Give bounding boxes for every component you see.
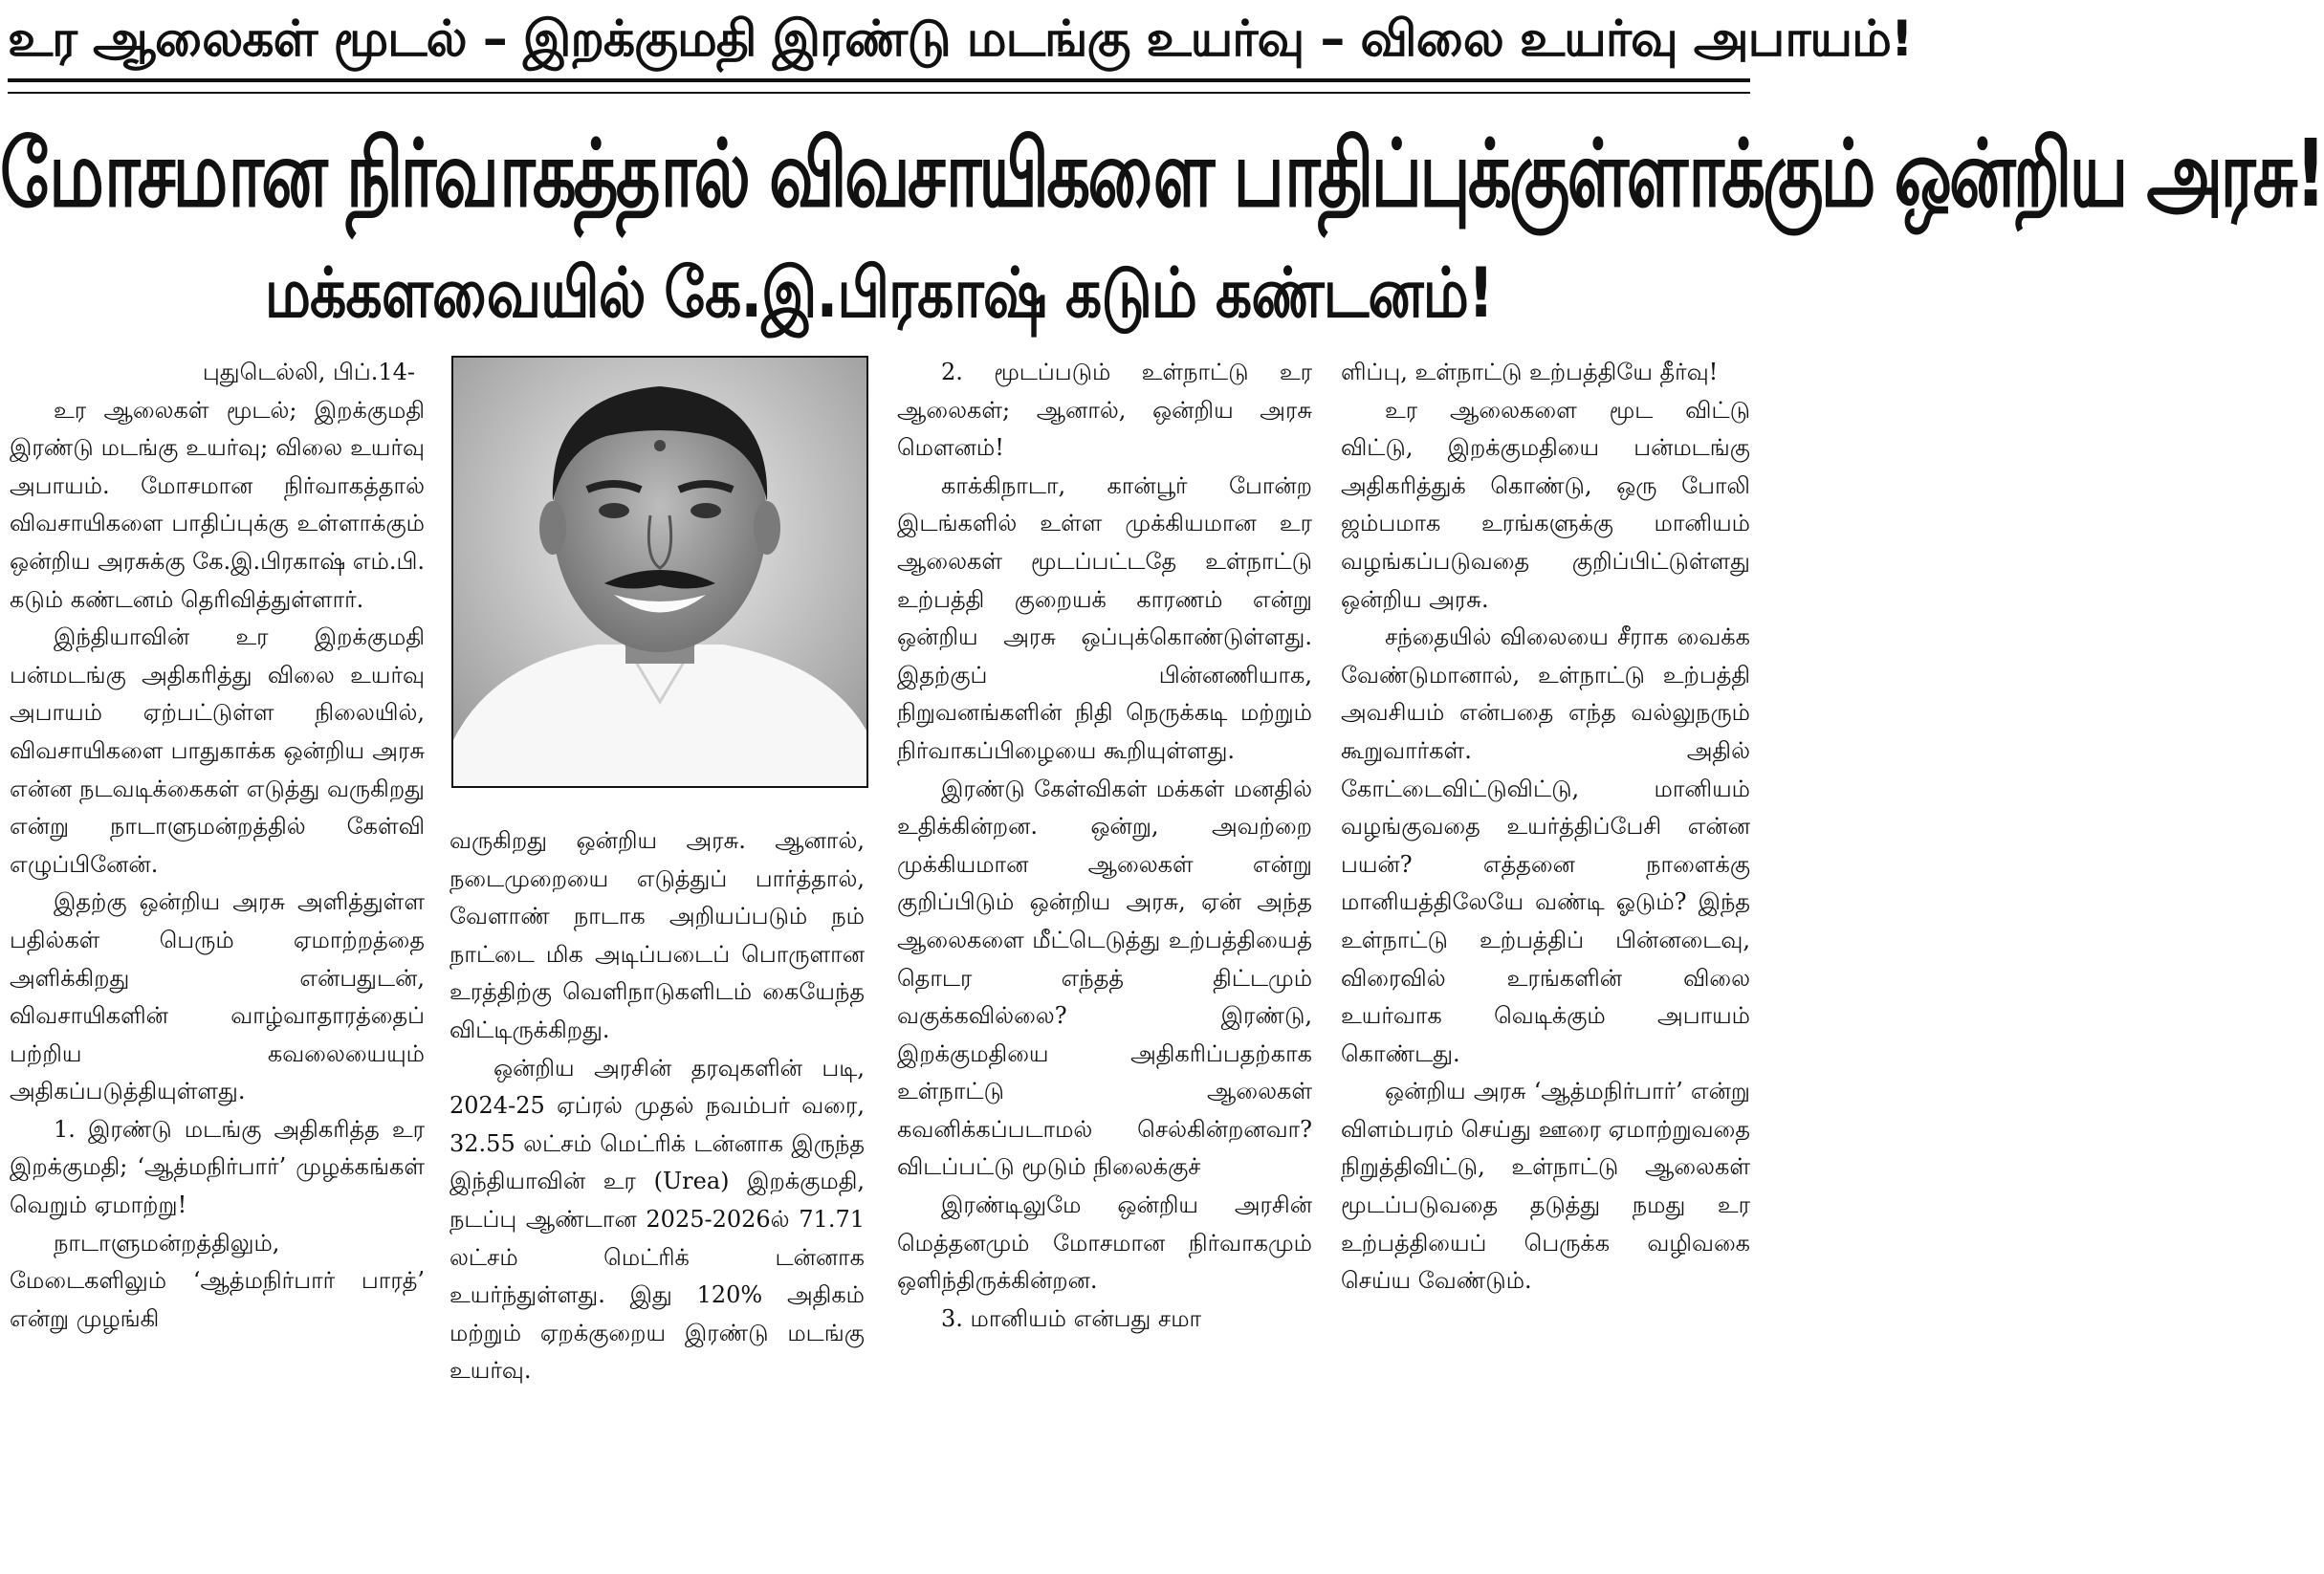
paragraph: வருகிறது ஒன்றிய அரசு. ஆனால், நடைமுறையை எடுத்துப் பார்த்தால், வேளாண் நாடாக அறியப்படும் நம் நாட்டை மிக அடிப்படைப் பொருளான உரத்திற்கு வெளிநாடுகளிடம் கையேந்த விட்டிருக்கிறது.: [449, 827, 865, 1043]
paragraph: இந்தியாவின் உர இறக்குமதி பன்மடங்கு அதிகரித்து விலை உயர்வு அபாயம் ஏற்பட்டுள்ள நிலையில், விவசாயிகளை பாதுகாக்க ஒன்றிய அரசு என்ன நடவடிக்கைகள் எடுத்து வருகிறது என்று நாடாளுமன்றத்தில் கேள்வி எழுப்பினேன்.: [10, 623, 425, 878]
paragraph: சந்தையில் விலையை சீராக வைக்க வேண்டுமானால், உள்நாட்டு உற்பத்தி அவசியம் என்பதை எந்த வல்லுநரும் கூறுவார்கள். அதில் கோட்டைவிட்டுவிட்டு, மானியம் வழங்குவதை உயர்த்திப்பேசி என்ன பயன்? எத்தனை நாளைக்கு மானியத்திலேயே வண்டி ஓடும்? இந்த உள்நாட்டு உற்பத்திப் பின்னடைவு, விரைவில் உரங்களின் விலை உயர்வாக வெடிக்கும் அபாயம் கொண்டது.: [1341, 623, 1750, 1067]
paragraph: 3. மானியம் என்பது சமா: [941, 1304, 1202, 1332]
paragraph: இதற்கு ஒன்றிய அரசு அளித்துள்ள பதில்கள் பெரும் ஏமாற்றத்தை அளிக்கிறது என்பதுடன், விவசாயிகளின் வாழ்வாதாரத்தைப் பற்றிய கவலையையும் அதிகப்படுத்தியுள்ளது.: [10, 888, 425, 1105]
paragraph: ளிப்பு, உள்நாட்டு உற்பத்தியே தீர்வு!: [1341, 359, 1719, 385]
kicker-headline: உர ஆலைகள் மூடல் – இறக்குமதி இரண்டு மடங்கு உயர்வு – விலை உயர்வு அபாயம்!: [8, 11, 1913, 68]
article-column-1: [10, 354, 425, 1568]
article-column-3: [897, 354, 1312, 1568]
paragraph: உர ஆலைகளை மூட விட்டு விட்டு, இறக்குமதியை பன்மடங்கு அதிகரித்துக் கொண்டு, ஒரு போலி ஜம்பமாக உரங்களுக்கு மானியம் வழங்கப்படுவதை குறிப்பிட்டுள்ளது ஒன்றிய அரசு.: [1341, 396, 1750, 613]
article-column-2: [449, 822, 865, 1568]
paragraph: இரண்டு கேள்விகள் மக்கள் மனதில் உதிக்கின்றன. ஒன்று, அவற்றை முக்கியமான ஆலைகள் என்று குறிப்பிடும் ஒன்றிய அரசு, ஏன் அந்த ஆலைகளை மீட்டெடுத்து உற்பத்தியைத் தொடர எந்தத் திட்டமும் வகுக்கவில்லை? இரண்டு, இறக்குமதியை அதிகரிப்பதற்காக உள்நாட்டு ஆலைகள் கவனிக்கப்படாமல் செல்கின்றனவா? விடப்பட்டு மூடும் நிலைக்குச்: [897, 775, 1312, 1181]
sub-headline: மக்களவையில் கே.இ.பிரகாஷ் கடும் கண்டனம்!: [264, 253, 1494, 334]
paragraph: ஒன்றிய அரசின் தரவுகளின் படி, 2024-25 ஏப்ரல் முதல் நவம்பர் வரை, 32.55 லட்சம் மெட்ரிக் டன்னாக இருந்த இந்தியாவின் உர (Urea) இறக்குமதி, நடப்பு ஆண்டான 2025-2026ல் 71.71 லட்சம் மெட்ரிக் டன்னாக உயர்ந்துள்ளது. இது 120% அதிகம் மற்றும் ஏறக்குறைய இரண்டு மடங்கு உயர்வு.: [449, 1054, 865, 1385]
main-headline: மோசமான நிர்வாகத்தால் விவசாயிகளை பாதிப்புக்குள்ளாக்கும் ஒன்றிய அரசு!: [0, 119, 2324, 228]
portrait-photo: [451, 356, 868, 788]
paragraph: இரண்டிலுமே ஒன்றிய அரசின் மெத்தனமும் மோசமான நிர்வாகமும் ஒளிந்திருக்கின்றன.: [897, 1191, 1312, 1295]
dateline: புதுடெல்லி, பிப்.14-: [202, 359, 415, 385]
article-column-4: [1341, 354, 1750, 1568]
paragraph: நாடாளுமன்றத்திலும், மேடைகளிலும் ‘ஆத்மநிர்பார் பாரத்’ என்று முழங்கி: [10, 1229, 425, 1332]
paragraph: ஒன்றிய அரசு ‘ஆத்மநிர்பார்’ என்று விளம்பரம் செய்து ஊரை ஏமாற்றுவதை நிறுத்திவிட்டு, உள்நாட்டு ஆலைகள் மூடப்படுவதை தடுத்து நமது உர உற்பத்தியைப் பெருக்க வழிவகை செய்ய வேண்டும்.: [1341, 1078, 1750, 1295]
paragraph: காக்கிநாடா, கான்பூர் போன்ற இடங்களில் உள்ள முக்கியமான உர ஆலைகள் மூடப்பட்டதே உள்நாட்டு உற்பத்தி குறையக் காரணம் என்று ஒன்றிய அரசு ஒப்புக்கொண்டுள்ளது. இதற்குப் பின்னணியாக, நிறுவனங்களின் நிதி நெருக்கடி மற்றும் நிர்வாகப்பிழையை கூறியுள்ளது.: [897, 471, 1312, 764]
paragraph: 2. மூடப்படும் உள்நாட்டு உர ஆலைகள்; ஆனால், ஒன்றிய அரசு மௌனம்!: [897, 359, 1312, 462]
paragraph: உர ஆலைகள் மூடல்; இறக்குமதி இரண்டு மடங்கு உயர்வு; விலை உயர்வு அபாயம். மோசமான நிர்வாகத்தால் விவசாயிகளை பாதிப்புக்கு உள்ளாக்கும் ஒன்றிய அரசுக்கு கே.இ.பிரகாஷ் எம்.பி. கடும் கண்டனம் தெரிவித்துள்ளார்.: [10, 396, 425, 613]
paragraph: 1. இரண்டு மடங்கு அதிகரித்த உர இறக்குமதி; ‘ஆத்மநிர்பார்’ முழக்கங்கள் வெறும் ஏமாற்று!: [10, 1115, 425, 1219]
